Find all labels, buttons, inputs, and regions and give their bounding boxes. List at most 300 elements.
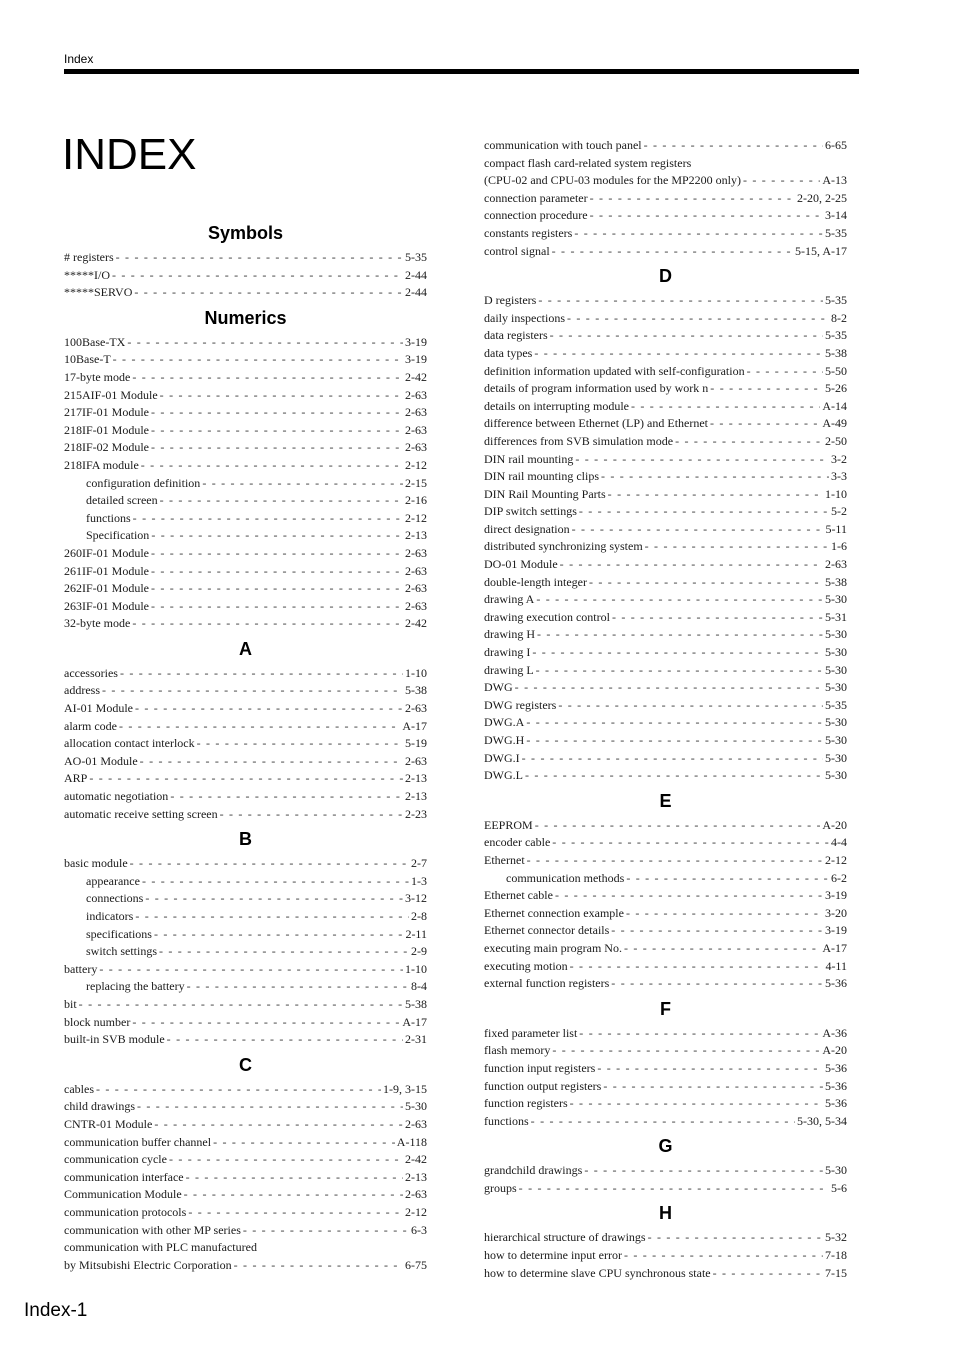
index-entry	[64, 718, 427, 736]
index-entry-term: ARP	[64, 771, 88, 786]
index-entry	[484, 521, 847, 539]
index-entry-page-ref: 5-30	[825, 680, 847, 695]
index-entry-term: communication interface	[64, 1169, 184, 1184]
index-entry-page-ref: A-20	[822, 817, 847, 832]
dot-leader	[151, 422, 403, 440]
dot-leader	[132, 615, 403, 633]
index-entry-page-ref: 5-30	[405, 1099, 427, 1114]
index-entry-term: alarm code	[64, 718, 117, 733]
index-entry	[484, 958, 847, 976]
index-entry	[484, 644, 847, 662]
index-entry	[64, 1257, 427, 1275]
index-entry-term: Ethernet connection example	[484, 905, 624, 920]
index-entry-term: detailed screen	[86, 493, 158, 508]
index-entry-page-ref: 2-63	[405, 753, 427, 768]
dot-leader	[535, 817, 821, 835]
index-subentry	[64, 943, 427, 961]
index-entry-term: switch settings	[86, 944, 157, 959]
index-entry-term: drawing I	[484, 645, 531, 660]
index-entry-term: replacing the battery	[86, 979, 185, 994]
page-number: Index-1	[24, 1300, 88, 1321]
index-entry-term: by Mitsubishi Electric Corporation	[64, 1257, 232, 1272]
index-entry-page-ref: 5-35	[825, 697, 847, 712]
dot-leader	[645, 538, 829, 556]
index-entry-page-ref: 3-14	[825, 208, 847, 223]
index-entry	[484, 714, 847, 732]
index-entry	[64, 284, 427, 302]
index-entry-page-ref: 5-35	[825, 225, 847, 240]
dot-leader	[151, 598, 403, 616]
dot-leader	[555, 887, 823, 905]
index-entry-page-ref: 2-9	[411, 944, 427, 959]
index-entry-term: daily inspections	[484, 310, 565, 325]
index-entry-page-ref: 3-19	[405, 352, 427, 367]
index-entry-term: compact flash card-related system registers	[484, 155, 692, 170]
dot-leader	[154, 926, 403, 944]
index-entry-term: how to determine input error	[484, 1248, 622, 1263]
dot-leader	[119, 718, 400, 736]
dot-leader	[631, 398, 820, 416]
index-entry-term: (CPU-02 and CPU-03 modules for the MP2200 only)	[484, 173, 741, 188]
dot-leader	[140, 753, 403, 771]
index-entry-term: 10Base-T	[64, 352, 111, 367]
index-entry	[484, 327, 847, 345]
index-entry	[484, 905, 847, 923]
index-entry-term: AI-01 Module	[64, 701, 133, 716]
index-entry-term: *****I/O	[64, 267, 110, 282]
index-entry	[484, 1060, 847, 1078]
dot-leader	[710, 415, 820, 433]
dot-leader	[186, 1169, 403, 1187]
index-entry-term: drawing execution control	[484, 609, 610, 624]
dot-leader	[167, 1031, 403, 1049]
index-entry-term: 263IF-01 Module	[64, 598, 149, 613]
dot-leader	[567, 310, 829, 328]
index-entry-term: 217IF-01 Module	[64, 405, 149, 420]
index-entry	[484, 1113, 847, 1131]
section-heading: Symbols	[207, 223, 284, 243]
index-entry-page-ref: 5-26	[825, 381, 847, 396]
index-entry-term: communication methods	[506, 870, 625, 885]
index-entry	[484, 697, 847, 715]
dot-leader	[536, 591, 823, 609]
index-subentry	[64, 908, 427, 926]
index-entry-term: 218IFA module	[64, 457, 139, 472]
header-rule	[64, 69, 859, 74]
index-entry	[484, 574, 847, 592]
index-entry	[64, 334, 427, 352]
index-entry	[64, 580, 427, 598]
dot-leader	[89, 770, 403, 788]
dot-leader	[626, 905, 823, 923]
index-entry-term: drawing H	[484, 627, 535, 642]
section-heading: G	[658, 1136, 673, 1157]
index-entry-page-ref: 2-63	[405, 1187, 427, 1202]
index-section	[484, 993, 847, 1131]
dot-leader	[151, 404, 403, 422]
dot-leader	[151, 439, 403, 457]
index-entry	[484, 852, 847, 870]
index-entry	[64, 422, 427, 440]
index-entry-page-ref: 5-30	[825, 750, 847, 765]
index-column-left	[64, 217, 427, 1274]
index-entry-term: child drawings	[64, 1099, 135, 1114]
section-heading: Numerics	[204, 307, 287, 328]
index-entry	[64, 1081, 427, 1099]
index-entry-term: functions	[484, 1113, 529, 1128]
index-entry-page-ref: 5-30	[825, 768, 847, 783]
index-entry-page-ref: 5-30	[825, 733, 847, 747]
index-entry-term: connections	[86, 891, 144, 906]
index-entry-page-ref: 5-32	[825, 1230, 847, 1245]
index-entry	[484, 626, 847, 644]
index-entry-term: basic module	[64, 856, 128, 871]
index-entry-term: details of program information used by work n	[484, 381, 709, 396]
index-entry-page-ref: 2-44	[405, 267, 427, 282]
index-entry-term: drawing L	[484, 662, 534, 677]
index-entry-page-ref: 2-13	[405, 771, 427, 786]
dot-leader	[611, 975, 823, 993]
dot-leader	[608, 486, 823, 504]
index-entry-term: # registers	[64, 250, 114, 264]
index-entry-page-ref: A-13	[822, 173, 847, 188]
index-entry-page-ref: 5-36	[825, 1096, 847, 1111]
index-entry	[64, 700, 427, 718]
index-entry	[484, 292, 847, 310]
index-subentry	[64, 926, 427, 944]
dot-leader	[151, 563, 403, 581]
index-entry-page-ref: 5-30	[825, 645, 847, 660]
index-entry-term: control signal	[484, 243, 550, 258]
index-entry	[484, 225, 847, 243]
index-entry-page-ref: 6-65	[825, 138, 847, 152]
dot-leader	[197, 735, 403, 753]
dot-leader	[99, 961, 403, 979]
index-entry	[484, 137, 847, 155]
index-entry	[64, 961, 427, 979]
dot-leader	[522, 750, 823, 768]
index-entry	[64, 563, 427, 581]
dot-leader	[79, 996, 403, 1014]
dot-leader	[112, 267, 403, 285]
index-entry	[64, 404, 427, 422]
index-entry-term: how to determine slave CPU synchronous state	[484, 1265, 711, 1280]
index-entry-page-ref: 3-20	[825, 905, 847, 920]
index-entry	[484, 415, 847, 433]
index-entry-page-ref: 2-11	[405, 926, 427, 941]
dot-leader	[532, 644, 823, 662]
index-entry-page-ref: 2-13	[405, 528, 427, 543]
dot-leader	[141, 457, 403, 475]
index-entry	[64, 806, 427, 824]
index-entry-term: EEPROM	[484, 817, 533, 832]
index-section	[64, 1049, 427, 1275]
index-entry	[484, 1025, 847, 1043]
index-entry	[484, 503, 847, 521]
index-entry-term: indicators	[86, 909, 134, 923]
dot-leader	[584, 1162, 823, 1180]
dot-leader	[552, 834, 829, 852]
index-section	[484, 1197, 847, 1282]
dot-leader	[624, 1247, 823, 1265]
index-entry	[484, 817, 847, 835]
index-entry-term: fixed parameter list	[484, 1025, 578, 1040]
index-subentry	[64, 978, 427, 996]
index-entry-page-ref: 5-36	[825, 1078, 847, 1093]
index-entry-page-ref: 6-2	[831, 870, 847, 885]
index-entry-term: DWG.I	[484, 750, 520, 765]
index-entry-page-ref: 1-10	[825, 486, 847, 501]
index-entry	[64, 1151, 427, 1169]
index-entry-term: DIP switch settings	[484, 504, 577, 519]
dot-leader	[626, 870, 829, 888]
index-entry	[64, 267, 427, 285]
dot-leader	[597, 1060, 823, 1078]
index-entry-term: DWG.H	[484, 733, 525, 747]
index-entry-term: DWG.L	[484, 768, 523, 783]
dot-leader	[220, 806, 403, 824]
index-entry	[484, 1162, 847, 1180]
index-entry-term: communication cycle	[64, 1152, 167, 1167]
dot-leader	[648, 1229, 823, 1247]
index-entry-term: distributed synchronizing system	[484, 539, 643, 554]
dot-leader	[234, 1257, 403, 1275]
index-section	[484, 1130, 847, 1197]
index-entry	[484, 380, 847, 398]
dot-leader	[611, 922, 823, 940]
dot-leader	[159, 943, 409, 961]
index-column-right	[484, 137, 847, 1282]
index-entry-page-ref: 2-12	[405, 1204, 427, 1219]
index-section	[64, 633, 427, 823]
index-entry	[484, 345, 847, 363]
index-entry-page-ref: 2-63	[405, 1116, 427, 1131]
index-entry-term: data registers	[484, 328, 548, 343]
dot-leader	[536, 662, 823, 680]
index-entry	[64, 1204, 427, 1222]
index-entry-term: communication buffer channel	[64, 1134, 212, 1149]
index-entry-term: DWG.A	[484, 715, 525, 730]
index-entry-term: specifications	[86, 926, 152, 941]
dot-leader	[570, 958, 824, 976]
index-entry-page-ref: 2-12	[825, 852, 847, 867]
index-entry-page-ref: 2-63	[405, 405, 427, 420]
index-entry	[484, 486, 847, 504]
index-entry	[484, 556, 847, 574]
dot-leader	[601, 468, 829, 486]
index-entry	[64, 351, 427, 369]
index-entry	[64, 1031, 427, 1049]
index-entry-term: 100Base-TX	[64, 334, 126, 349]
index-entry-term: CNTR-01 Module	[64, 1116, 153, 1131]
index-entry	[64, 1134, 427, 1152]
dot-leader	[160, 492, 403, 510]
index-entry	[484, 750, 847, 768]
index-entry-term: Ethernet connector details	[484, 923, 610, 938]
dot-leader	[116, 249, 403, 267]
index-subentry	[64, 510, 427, 528]
running-head: Index	[64, 52, 94, 66]
index-entry	[64, 249, 427, 267]
index-entry-term: 215AIF-01 Module	[64, 387, 158, 402]
index-entry-page-ref: 2-12	[405, 457, 427, 472]
dot-leader	[113, 351, 403, 369]
dot-leader	[102, 682, 403, 700]
index-entry	[64, 855, 427, 873]
index-entry	[484, 1247, 847, 1265]
index-entry-page-ref: 3-3	[831, 469, 847, 484]
index-entry-page-ref: 5-38	[825, 345, 847, 360]
index-entry-page-ref: 2-20, 2-25	[797, 190, 847, 205]
index-entry-term: groups	[484, 1180, 517, 1195]
index-entry	[484, 975, 847, 993]
dot-leader	[188, 1204, 403, 1222]
index-entry-page-ref: 5-36	[825, 1060, 847, 1075]
index-entry-term: Ethernet cable	[484, 888, 553, 903]
section-heading: B	[239, 829, 252, 850]
index-entry-term: double-length integer	[484, 574, 587, 589]
index-entry-page-ref: 2-8	[411, 909, 427, 923]
index-entry-page-ref: 5-35	[825, 328, 847, 343]
index-entry-page-ref: 5-15, A-17	[795, 243, 847, 258]
index-entry-page-ref: A-17	[402, 1014, 427, 1029]
index-entry-term: DIN rail mounting	[484, 451, 574, 466]
index-entry-term: 17-byte mode	[64, 369, 131, 384]
dot-leader	[558, 697, 823, 715]
section-heading: H	[659, 1203, 672, 1224]
index-entry-page-ref: A-17	[402, 718, 427, 733]
index-entry-term: DWG registers	[484, 697, 557, 712]
index-entry	[484, 591, 847, 609]
index-entry-term: Specification	[86, 528, 150, 543]
dot-leader	[579, 1025, 820, 1043]
index-entry-page-ref: 2-63	[405, 701, 427, 716]
index-entry-page-ref: 5-30	[825, 592, 847, 607]
section-heading: A	[239, 638, 252, 659]
index-entry-page-ref: 5-36	[825, 976, 847, 991]
index-entry-term: D registers	[484, 293, 537, 308]
index-entry-page-ref: 2-13	[405, 789, 427, 804]
index-entry-term: functions	[86, 510, 131, 525]
dot-leader	[590, 207, 823, 225]
index-entry	[484, 172, 847, 190]
index-entry-term: DWG	[484, 680, 513, 695]
dot-leader	[570, 1095, 823, 1113]
index-entry	[484, 679, 847, 697]
index-entry-term: executing main program No.	[484, 940, 622, 955]
index-entry	[484, 732, 847, 750]
index-entry	[484, 767, 847, 785]
dot-leader	[170, 788, 403, 806]
index-entry-page-ref: 2-7	[411, 856, 427, 871]
index-entry	[484, 363, 847, 381]
dot-leader	[644, 137, 823, 155]
dot-leader	[127, 334, 403, 352]
dot-leader	[130, 855, 409, 873]
index-entry-page-ref: 2-63	[825, 557, 847, 572]
index-entry-page-ref: A-118	[396, 1134, 427, 1149]
index-entry	[484, 887, 847, 905]
index-entry-term: DIN rail mounting clips	[484, 469, 599, 484]
section-heading: C	[239, 1054, 252, 1075]
index-entry-term: allocation contact interlock	[64, 736, 195, 751]
index-entry-page-ref: 2-31	[405, 1032, 427, 1047]
index-entry-page-ref: 3-12	[405, 891, 427, 906]
index-entry-page-ref: 5-38	[405, 996, 427, 1011]
dot-leader	[579, 503, 829, 521]
dot-leader	[135, 908, 409, 926]
section-heading: F	[660, 998, 671, 1019]
index-entry	[484, 609, 847, 627]
index-entry-term: Ethernet	[484, 852, 525, 867]
index-entry	[484, 1042, 847, 1060]
index-section	[64, 823, 427, 1049]
index-entry-page-ref: 8-2	[831, 310, 847, 325]
index-entry-term: definition information updated with self-configuration	[484, 363, 745, 378]
index-entry	[484, 398, 847, 416]
index-entry	[64, 788, 427, 806]
dot-leader	[151, 527, 403, 545]
dot-leader	[135, 700, 403, 718]
index-entry-term: accessories	[64, 665, 118, 680]
index-entry-term: AO-01 Module	[64, 753, 138, 768]
dot-leader	[560, 556, 823, 574]
dot-leader	[142, 873, 409, 891]
index-entry-page-ref: 5-30	[825, 627, 847, 642]
dot-leader	[525, 767, 823, 785]
index-entry-term: *****SERVO	[64, 285, 133, 300]
index-subentry	[484, 870, 847, 888]
index-entry	[64, 598, 427, 616]
index-subentry	[64, 475, 427, 493]
index-entry-term: constants registers	[484, 225, 573, 240]
index-entry	[64, 770, 427, 788]
index-entry	[484, 922, 847, 940]
index-entry-page-ref: 2-42	[405, 369, 427, 384]
index-entry-page-ref: A-14	[822, 398, 847, 413]
index-entry	[64, 387, 427, 405]
index-entry	[484, 243, 847, 261]
index-entry	[484, 310, 847, 328]
index-entry	[484, 433, 847, 451]
index-entry-term: communication with touch panel	[484, 138, 642, 152]
dot-leader	[160, 387, 403, 405]
index-entry-page-ref: 7-15	[825, 1265, 847, 1280]
index-entry-term: 218IF-02 Module	[64, 440, 149, 455]
index-entry-term: function registers	[484, 1096, 568, 1111]
dot-leader	[132, 369, 403, 387]
index-entry-page-ref: 1-3	[411, 873, 427, 888]
dot-leader	[531, 1113, 795, 1131]
dot-leader	[574, 225, 823, 243]
index-entry-page-ref: 4-4	[831, 835, 847, 850]
index-entry	[64, 457, 427, 475]
index-section	[64, 217, 427, 302]
dot-leader	[743, 172, 820, 190]
index-entry-page-ref: 5-11	[825, 521, 847, 536]
index-entry-page-ref: 6-3	[411, 1222, 427, 1237]
index-entry-page-ref: 1-6	[831, 539, 847, 554]
dot-leader	[134, 284, 403, 302]
index-section	[484, 785, 847, 993]
index-entry-page-ref: A-36	[822, 1025, 847, 1040]
dot-leader	[572, 521, 824, 539]
index-entry-page-ref: 2-23	[405, 806, 427, 821]
index-entry-page-ref: 3-19	[825, 923, 847, 938]
dot-leader	[154, 1116, 403, 1134]
index-entry	[484, 1078, 847, 1096]
index-entry	[484, 1180, 847, 1198]
